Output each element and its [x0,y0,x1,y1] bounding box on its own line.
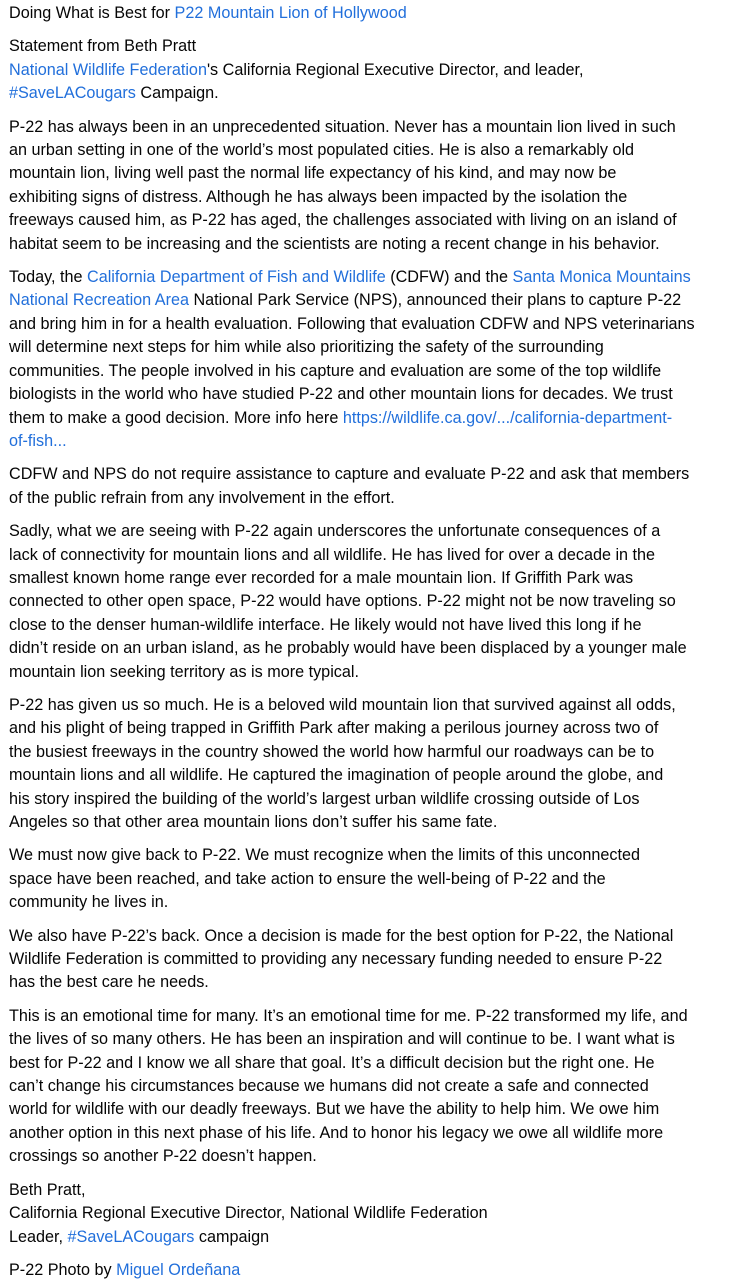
paragraph-line [9,289,727,312]
paragraph-line: We must now give back to P-22. We must recognize when the limits of this unconnected [9,846,641,865]
paragraph-line: smallest known home range ever recorded for a male mountain lion. If Griffith Park was [9,568,634,587]
paragraph-line: his story inspired the building of the world’s largest urban wildlife crossing outside of Los [9,789,640,808]
post-title [9,2,727,25]
paragraph-line: an urban setting in one of the world’s most populated cities. He is also a remarkably old [9,141,635,160]
statement-hashtag-line [9,82,727,105]
wildlife-url-link-continued[interactable]: of-fish... [9,431,67,450]
paragraph-1 [9,116,727,256]
signature-leader-line [9,1226,727,1249]
paragraph-4 [9,520,727,684]
paragraph-line: space have been reached, and take action to ensure the well-being of P-22 and the [9,869,606,888]
paragraph-line: close to the denser human-wildlife interface. He likely would not have lived this long if he [9,615,642,634]
signature-role: California Regional Executive Director, National Wildlife Federation [9,1204,488,1223]
title-line [9,2,727,25]
photo-credit-prefix: P-22 Photo by [9,1260,117,1279]
paragraph-line: the busiest freeways in the country showed the world how harmful our roadways can be to [9,742,655,761]
paragraph-line: world for wildlife with our deadly freeways. But we have the ability to help him. We owe him [9,1100,660,1119]
paragraph-line: and bring him in for a health evaluation. Following that evaluation CDFW and NPS veterinarians [9,314,695,333]
paragraph-line: and his plight of being trapped in Griffith Park after making a perilous journey across two of [9,719,659,738]
savelacougars-hashtag-link[interactable]: #SaveLACougars [9,84,136,103]
paragraph-line: Wildlife Federation is committed to providing any necessary funding needed to ensure P-22 [9,950,663,969]
signature-leader-prefix: Leader, [9,1227,68,1246]
statement-header [9,35,727,105]
paragraph-line: community he lives in. [9,893,169,912]
title-prefix: Doing What is Best for [9,4,175,22]
paragraph-3 [9,463,727,510]
paragraph-line: will determine next steps for him while also prioritizing the safety of the surrounding [9,338,604,357]
paragraph-line [9,430,727,453]
photographer-link[interactable]: Miguel Ordeñana [116,1260,241,1279]
paragraph-line: exhibiting signs of distress. Although he has always been impacted by the isolation the [9,187,628,206]
paragraph-6 [9,844,727,914]
p2-text: National Park Service (NPS), announced their plans to capture P-22 [188,291,682,310]
statement-line: Statement from Beth Pratt [9,37,197,56]
paragraph-line [9,266,727,289]
p22-page-link[interactable]: P22 Mountain Lion of Hollywood [174,4,407,22]
paragraph-line: didn’t reside on an urban island, as he probably would have been displaced by a younger male [9,639,687,658]
paragraph-line: lack of connectivity for mountain lions and all wildlife. He has lived for over a decade in the [9,545,656,564]
statement-role-text: 's California Regional Executive Director, and leader, [206,60,584,79]
national-recreation-area-link[interactable]: National Recreation Area [9,291,189,310]
statement-campaign-text: Campaign. [135,84,219,103]
paragraph-line: mountain lion seeking territory as is more typical. [9,662,359,681]
paragraph-line: another option in this next phase of his life. And to honor his legacy we owe all wildlife more [9,1123,664,1142]
signature-name: Beth Pratt, [9,1180,86,1199]
paragraph-line: P-22 has given us so much. He is a beloved wild mountain lion that survived against all odds, [9,695,676,714]
paragraph-2 [9,266,727,453]
cdfw-link[interactable]: California Department of Fish and Wildlife [87,268,386,287]
photo-credit-line [9,1259,727,1282]
signature-leader-suffix: campaign [194,1227,270,1246]
nwf-link[interactable]: National Wildlife Federation [9,60,207,79]
paragraph-line: Sadly, what we are seeing with P-22 again underscores the unfortunate consequences of a [9,522,661,541]
paragraph-line: This is an emotional time for many. It’s an emotional time for me. P-22 transformed my life, and [9,1006,688,1025]
paragraph-5 [9,694,727,834]
paragraph-line: mountain lions and all wildlife. He captured the imagination of people around the globe, and [9,766,664,785]
paragraph-line: the lives of so many others. He has been an inspiration and will continue to be. I want what is [9,1030,675,1049]
paragraph-line: can’t change his circumstances because we humans did not create a safe and connected [9,1077,649,1096]
p2-text: them to make a good decision. More info here [9,408,343,427]
wildlife-url-link[interactable]: https://wildlife.ca.gov/.../california-department- [342,408,673,427]
paragraph-line: connected to other open space, P-22 would have options. P-22 might not be now traveling so [9,592,676,611]
paragraph-line: crossings so another P-22 doesn’t happen. [9,1147,317,1166]
p2-text: Today, the [9,268,87,287]
paragraph-line: P-22 has always been in an unprecedented situation. Never has a mountain lion lived in such [9,117,676,136]
paragraph-line: habitat seem to be increasing and the scientists are noting a recent change in his behavior. [9,234,660,253]
p2-text: (CDFW) and the [385,268,513,287]
paragraph-line: freeways caused him, as P-22 has aged, the challenges associated with living on an island of [9,211,677,230]
paragraph-line: mountain lion, living well past the normal life expectancy of his kind, and may now be [9,164,617,183]
signature-hashtag-link[interactable]: #SaveLACougars [67,1227,195,1246]
paragraph-line: has the best care he needs. [9,973,209,992]
paragraph-line: biologists in the world who have studied P-22 and other mountain lions for decades. We trust [9,385,673,404]
paragraph-7 [9,925,727,995]
photo-credit [9,1259,727,1282]
paragraph-line: of the public refrain from any involvement in the effort. [9,488,395,507]
statement-org-line [9,59,727,82]
paragraph-line: CDFW and NPS do not require assistance to capture and evaluate P-22 and ask that members [9,465,690,484]
santa-monica-mountains-link[interactable]: Santa Monica Mountains [512,268,691,287]
paragraph-line: Angeles so that other area mountain lions don’t suffer his same fate. [9,813,498,831]
paragraph-line: best for P-22 and I know we all share that goal. It’s a difficult decision but the right one. He [9,1053,655,1072]
signature-block [9,1179,727,1249]
paragraph-8 [9,1005,727,1169]
paragraph-line: communities. The people involved in his capture and evaluation are some of the top wildlife [9,361,662,380]
paragraph-line [9,407,727,430]
paragraph-line: We also have P-22’s back. Once a decision is made for the best option for P-22, the National [9,926,674,945]
